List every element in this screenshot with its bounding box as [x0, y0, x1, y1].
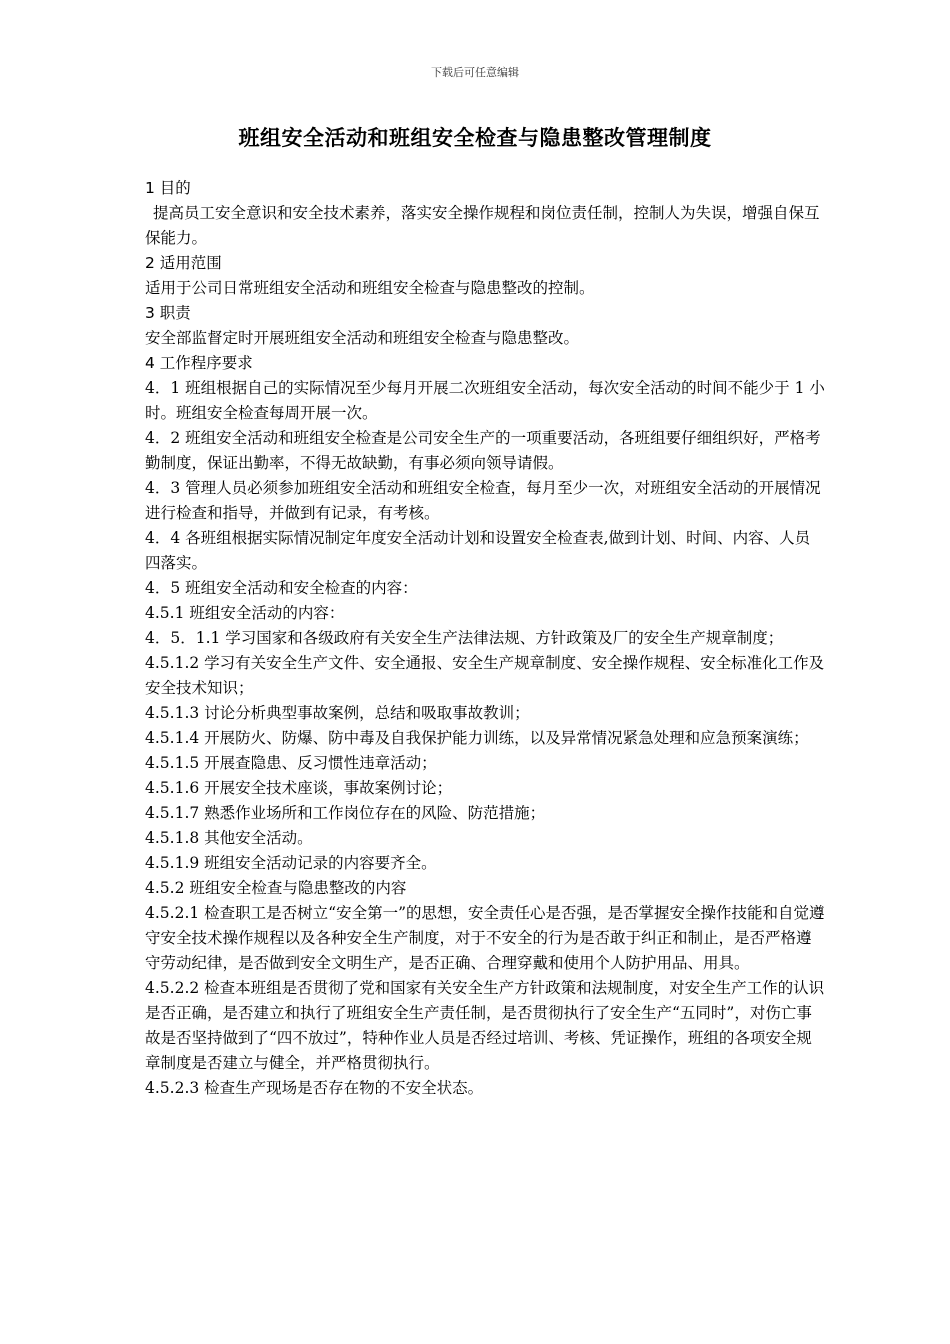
paragraph-4-5-1-4: 4.5.1.4 开展防火、防爆、防中毒及自我保护能力训练，以及异常情况紧急处理和应急预案演练； — [145, 729, 809, 747]
section-heading-procedure: 4 工作程序要求 — [145, 354, 253, 372]
paragraph-4-5-1-9: 4.5.1.9 班组安全活动记录的内容要齐全。 — [145, 854, 437, 872]
paragraph-scope: 适用于公司日常班组安全活动和班组安全检查与隐患整改的控制。 — [145, 279, 595, 297]
paragraph-4-5-2-3: 4.5.2.3 检查生产现场是否存在物的不安全状态。 — [145, 1079, 484, 1097]
header-note: 下载后可任意编辑 — [431, 66, 519, 79]
section-heading-scope: 2 适用范围 — [145, 254, 222, 272]
section-heading-duties: 3 职责 — [145, 304, 191, 322]
document-title: 班组安全活动和班组安全检查与隐患整改管理制度 — [238, 126, 712, 150]
paragraph-4-5-2-1: 4.5.2.1 检查职工是否树立“安全第一”的思想，安全责任心是否强，是否掌握安全操作技能和自觉遵守安全技术操作规程以及各种安全生产制度，对于不安全的行为是否敢于纠正和制止，是否严格遵守劳动纪律，是否做到安全文明生产，是否正确、合理穿戴和使用个人防护用品、用具。 — [145, 904, 825, 972]
paragraph-4-5-1-8: 4.5.1.8 其他安全活动。 — [145, 829, 313, 847]
paragraph-purpose: 提高员工安全意识和安全技术素养，落实安全操作规程和岗位责任制，控制人为失误，增强自保互保能力。 — [145, 204, 820, 247]
paragraph-4-5-1-1: 4．5．1.1 学习国家和各级政府有关安全生产法律法规、方针政策及厂的安全生产规章制度； — [145, 629, 784, 647]
paragraph-4-5-1-2: 4.5.1.2 学习有关安全生产文件、安全通报、安全生产规章制度、安全操作规程、安全标准化工作及安全技术知识； — [145, 654, 825, 697]
paragraph-4-5-1-6: 4.5.1.6 开展安全技术座谈，事故案例讨论； — [145, 779, 453, 797]
paragraph-4-2: 4．2 班组安全活动和班组安全检查是公司安全生产的一项重要活动，各班组要仔细组织好，严格考勤制度，保证出勤率，不得无故缺勤，有事必须向领导请假。 — [145, 429, 821, 472]
paragraph-4-3: 4．3 管理人员必须参加班组安全活动和班组安全检查，每月至少一次，对班组安全活动的开展情况进行检查和指导，并做到有记录，有考核。 — [145, 479, 821, 522]
paragraph-4-5-1-7: 4.5.1.7 熟悉作业场所和工作岗位存在的风险、防范措施； — [145, 804, 546, 822]
paragraph-4-5-2: 4.5.2 班组安全检查与隐患整改的内容 — [145, 879, 407, 897]
paragraph-duties: 安全部监督定时开展班组安全活动和班组安全检查与隐患整改。 — [145, 329, 580, 347]
document-body — [145, 176, 825, 1101]
paragraph-4-5-1-3: 4.5.1.3 讨论分析典型事故案例，总结和吸取事故教训； — [145, 704, 530, 722]
paragraph-4-4: 4．4 各班组根据实际情况制定年度安全活动计划和设置安全检查表,做到计划、时间、内容、人员四落实。 — [145, 529, 811, 572]
paragraph-4-5: 4．5 班组安全活动和安全检查的内容： — [145, 579, 418, 597]
paragraph-4-1: 4．1 班组根据自己的实际情况至少每月开展二次班组安全活动，每次安全活动的时间不能少于 1 小时。班组安全检查每周开展一次。 — [145, 379, 825, 422]
paragraph-4-5-1-5: 4.5.1.5 开展查隐患、反习惯性违章活动； — [145, 754, 437, 772]
paragraph-4-5-2-2: 4.5.2.2 检查本班组是否贯彻了党和国家有关安全生产方针政策和法规制度，对安全生产工作的认识是否正确，是否建立和执行了班组安全生产责任制，是否贯彻执行了安全生产“五同时”，对伤亡事故是否坚持做到了“四不放过”，特种作业人员是否经过培训、考核、凭证操作，班组的各项安全规章制度是否建立与健全，并严格贯彻执行。 — [145, 979, 825, 1072]
section-heading-purpose: 1 目的 — [145, 179, 191, 197]
paragraph-4-5-1: 4.5.1 班组安全活动的内容： — [145, 604, 345, 622]
